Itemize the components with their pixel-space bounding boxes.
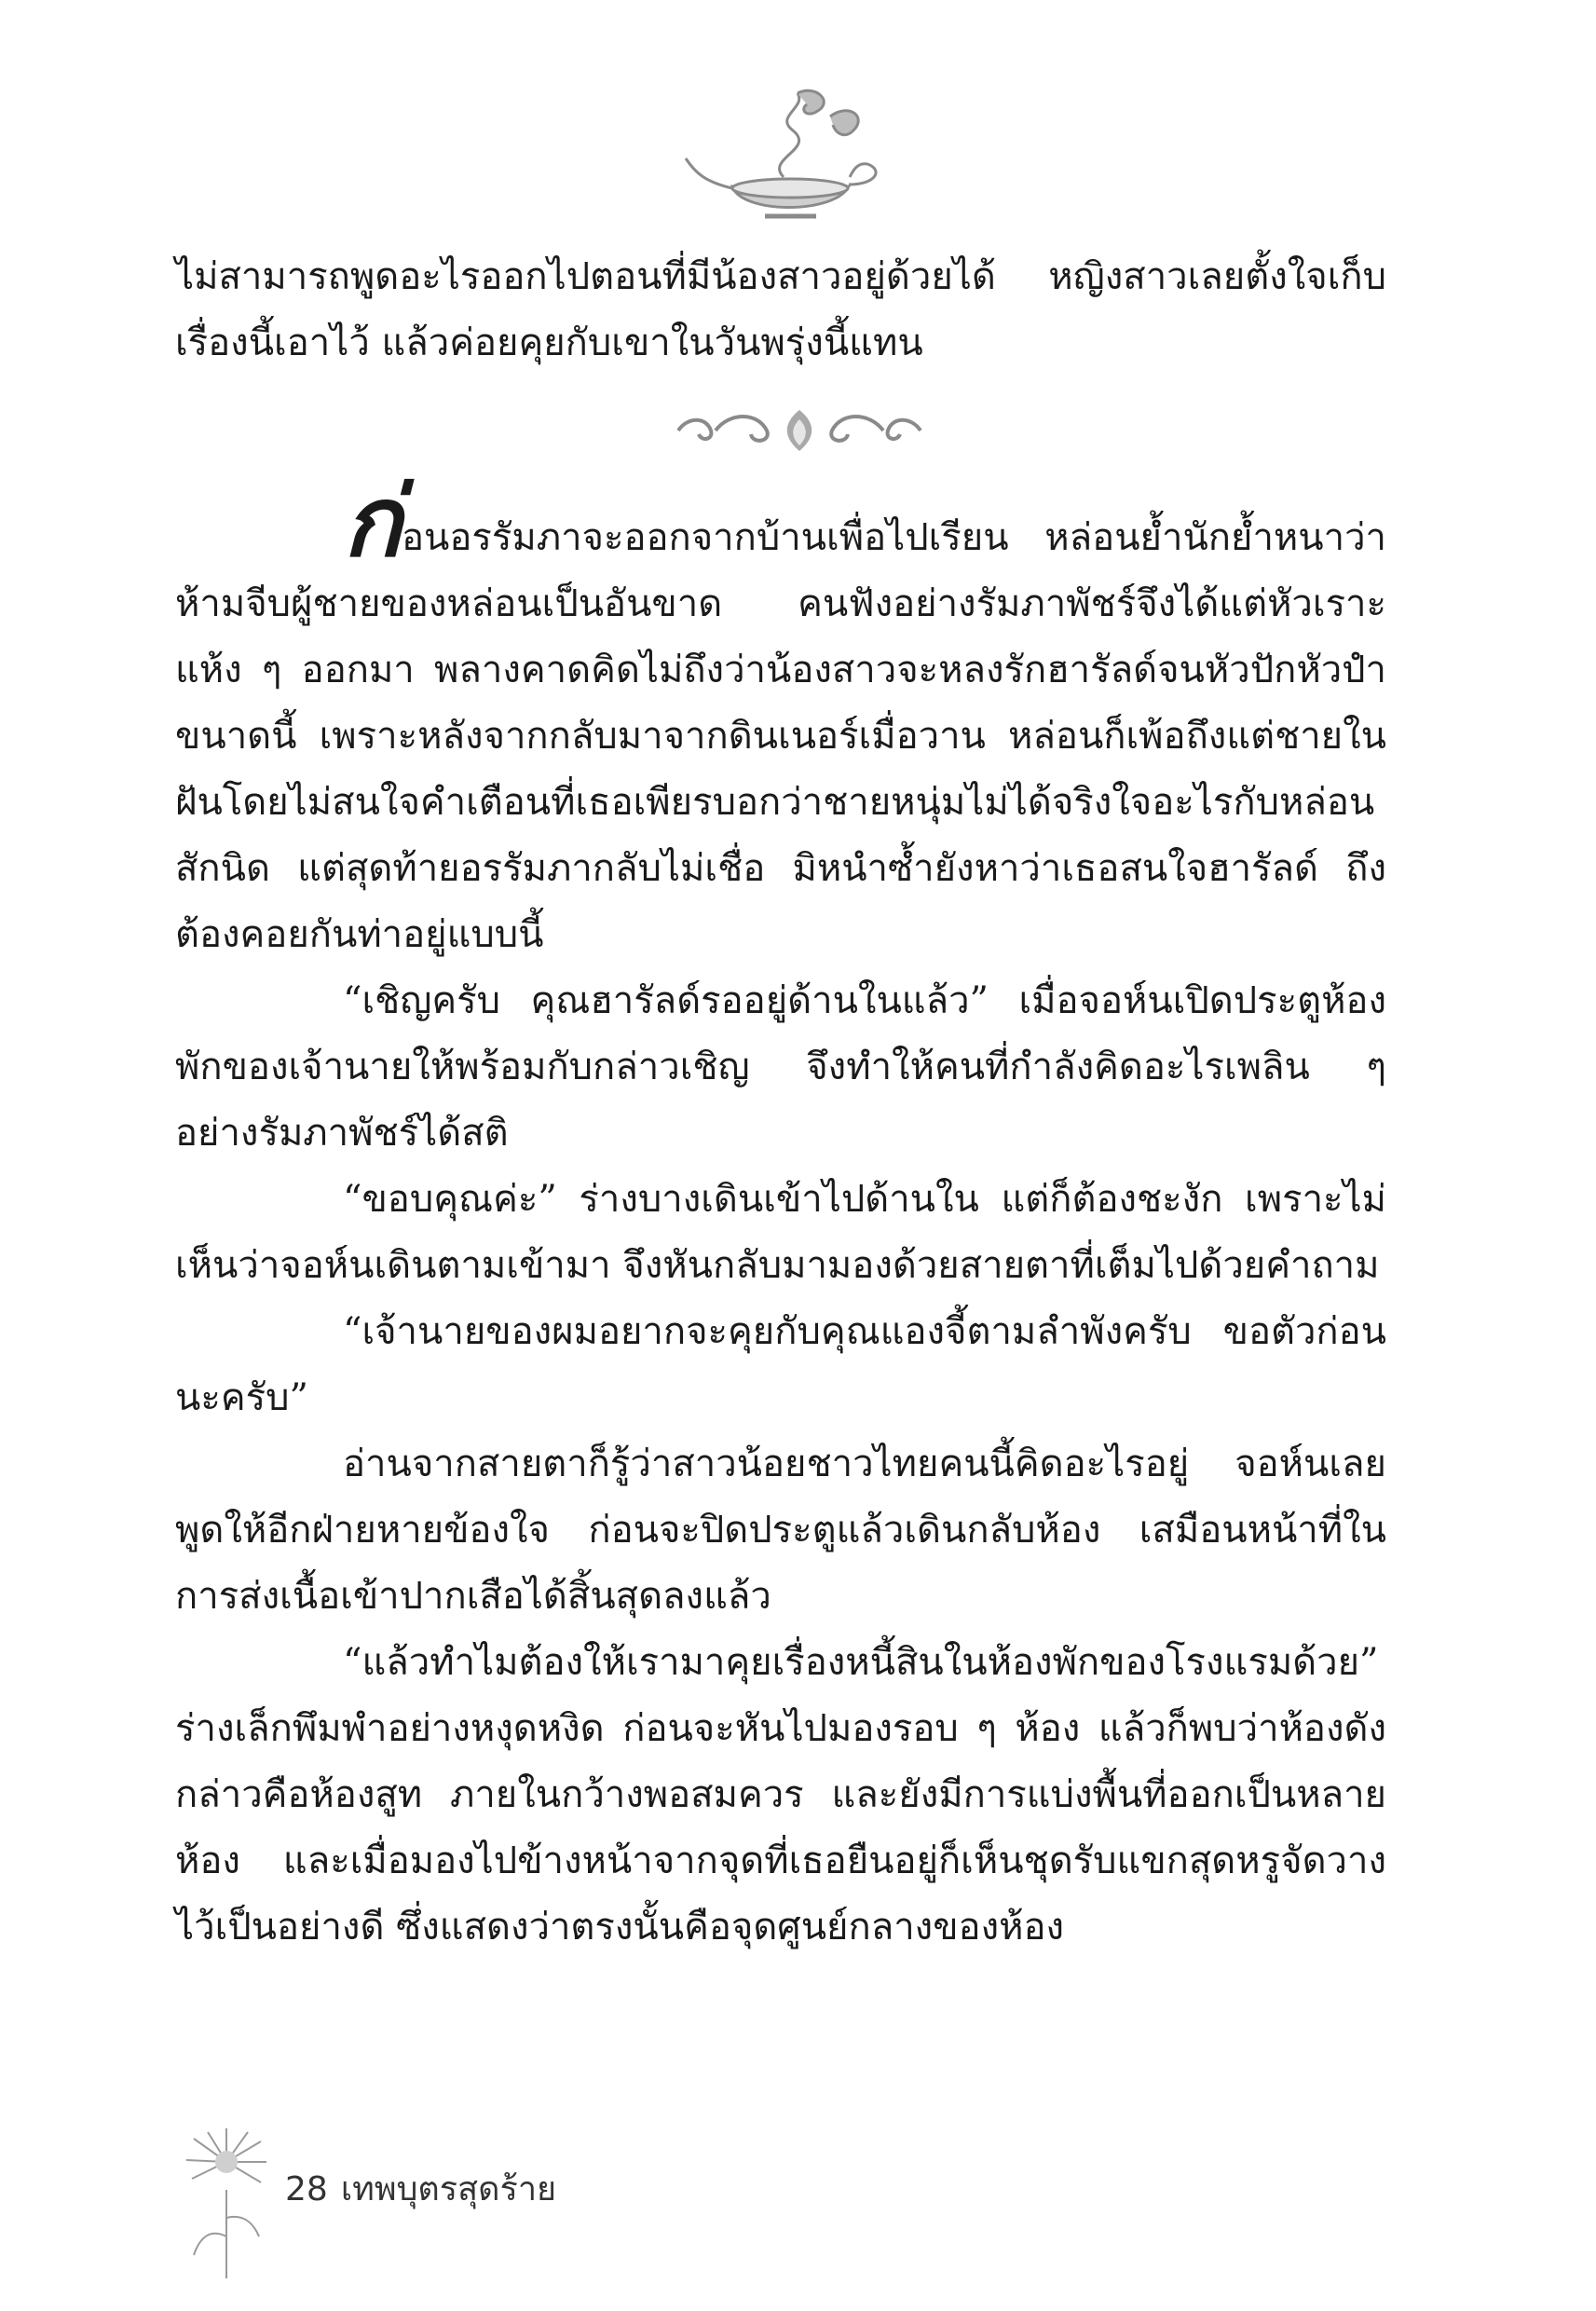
page-number: 28 (285, 2170, 328, 2208)
section-text (175, 465, 1386, 1961)
drop-cap: ก่ (343, 465, 402, 579)
paragraph: ไม่สามารถพูดอะไรออกไปตอนที่มีน้องสาวอยู่ด้วยได้ หญิงสาวเลยตั้งใจเก็บเรื่องนี้เอาไว้ แล้วค่อยคุยกับเขาในวันพรุ่งนี้แทน (175, 255, 1386, 364)
paragraph: “แล้วทำไมต้องให้เรามาคุยเรื่องหนี้สินในห้องพักของโรงแรมด้วย” ร่างเล็กพึมพำอย่างหงุดหงิด ก่อนจะหันไปมองรอบ ๆ ห้อง แล้วก็พบว่าห้องดังกล่าวคือห้องสูท ภายในกว้างพอสมควร และยังมีการแบ่งพื้นที่ออกเป็นหลายห้อง และเมื่อมองไปข้างหน้าจากจุดที่เธอยืนอยู่ก็เห็นชุดรับแขกสุดหรูจัดวางไว้เป็นอย่างดี ซึ่งแสดงว่าตรงนั้นคือจุดศูนย์กลางของห้อง (175, 1641, 1386, 1949)
book-title: เทพบุตรสุดร้าย (340, 2170, 557, 2208)
teapot-genie-icon (676, 84, 919, 224)
paragraph: อ่านจากสายตาก็รู้ว่าสาวน้อยชาวไทยคนนี้คิดอะไรอยู่ จอห์นเลยพูดให้อีกฝ่ายหายข้องใจ ก่อนจะปิดประตูแล้วเดินกลับห้อง เสมือนหน้าที่ในการส่งเนื้อเข้าปากเสือได้สิ้นสุดลงแล้ว (175, 1443, 1386, 1618)
footer-label (285, 2162, 569, 2215)
continuation-text (175, 244, 1386, 376)
paragraph: “ขอบคุณค่ะ” ร่างบางเดินเข้าไปด้านใน แต่ก็ต้องชะงัก เพราะไม่เห็นว่าจอห์นเดินตามเข้ามา จึงหันกลับมามองด้วยสายตาที่เต็มไปด้วยคำถาม (175, 1178, 1386, 1287)
paragraph: “เชิญครับ คุณฮารัลด์รออยู่ด้านในแล้ว” เมื่อจอห์นเปิดประตูห้องพักของเจ้านายให้พร้อมกับกล่าวเชิญ จึงทำให้คนที่กำลังคิดอะไรเพลิน ๆ อย่างรัมภาพัชร์ได้สติ (175, 979, 1386, 1155)
flower-icon (175, 2125, 278, 2283)
first-paragraph (175, 465, 1386, 968)
scroll-divider-icon (660, 403, 939, 458)
page-footer (175, 2125, 827, 2283)
paragraph: “เจ้านายของผมอยากจะคุยกับคุณแองจี้ตามลำพังครับ ขอตัวก่อนนะครับ” (175, 1310, 1386, 1419)
first-paragraph-text: อนอรรัมภาจะออกจากบ้านเพื่อไปเรียน หล่อนย้ำนักย้ำหนาว่าห้ามจีบผู้ชายของหล่อนเป็นอันขาด คนฟังอย่างรัมภาพัชร์จึงได้แต่หัวเราะแห้ง ๆ ออกมา พลางคาดคิดไม่ถึงว่าน้องสาวจะหลงรักฮารัลด์จนหัวปักหัวปำขนาดนี้ เพราะหลังจากกลับมาจากดินเนอร์เมื่อวาน หล่อนก็เพ้อถึงแต่ชายในฝันโดยไม่สนใจคำเตือนที่เธอเพียรบอกว่าชายหนุ่มไม่ได้จริงใจอะไรกับหล่อนสักนิด แต่สุดท้ายอรรัมภากลับไม่เชื่อ มิหนำซ้ำยังหาว่าเธอสนใจฮารัลด์ ถึงต้องคอยกันท่าอยู่แบบนี้ (175, 516, 1386, 956)
